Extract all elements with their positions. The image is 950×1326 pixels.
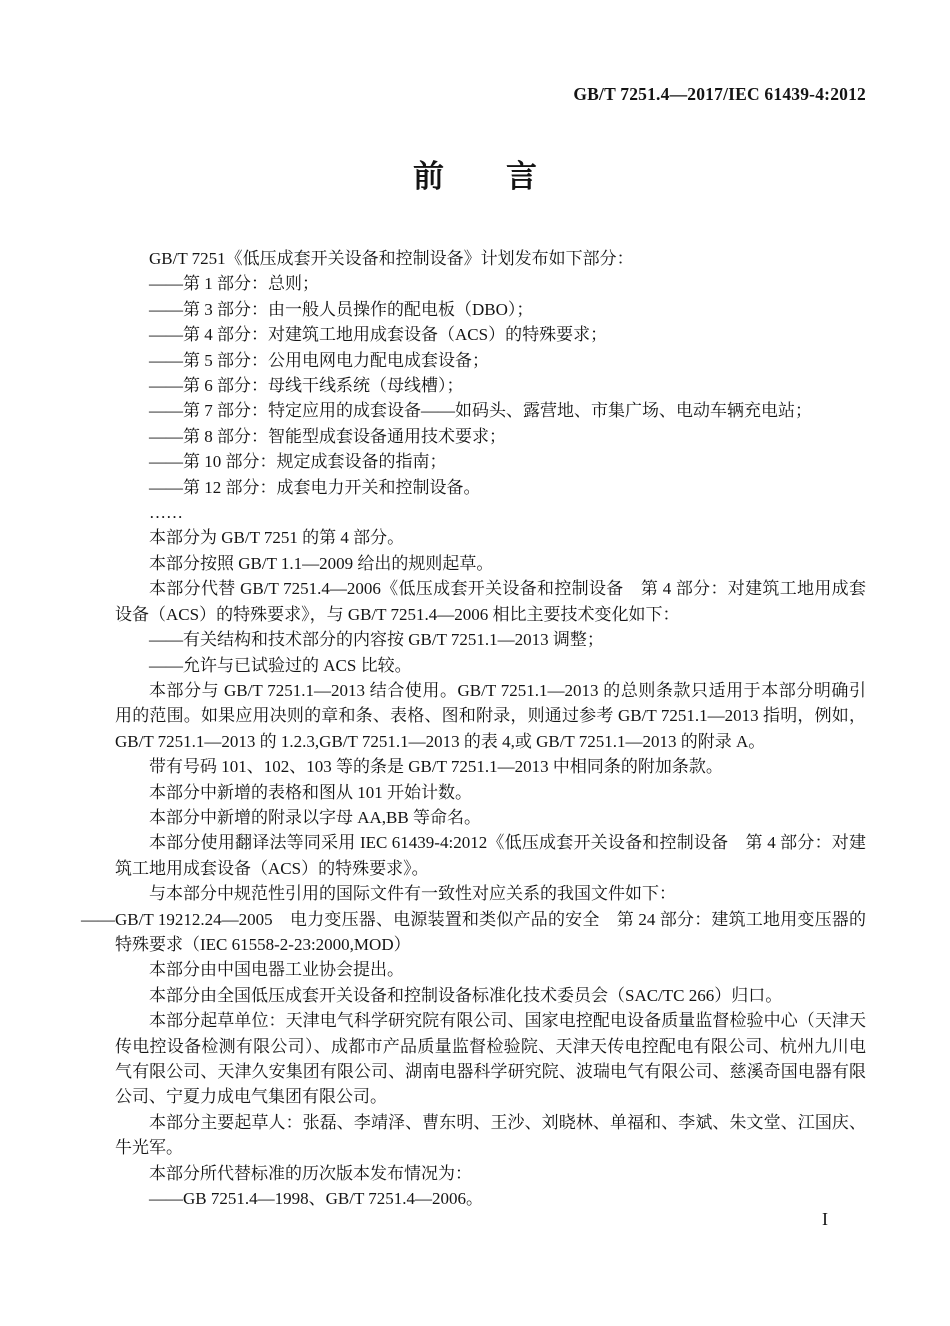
paragraph: ——第 6 部分：母线干线系统（母线槽）；	[149, 376, 464, 396]
page-number: I	[822, 1209, 828, 1229]
paragraph: 本部分中新增的附录以字母 AA,BB 等命名。	[149, 807, 481, 827]
standard-number: GB/T 7251.4—2017/IEC 61439-4:2012	[573, 84, 866, 104]
paragraph: 本部分使用翻译法等同采用 IEC 61439-4:2012《低压成套开关设备和控制设备 第 4 部分：对建筑工地用成套设备（ACS）的特殊要求》。	[115, 833, 866, 878]
paragraph: 本部分由中国电器工业协会提出。	[149, 960, 404, 980]
paragraph: 与本部分中规范性引用的国际文件有一致性对应关系的我国文件如下：	[149, 884, 676, 904]
paragraph: 本部分所代替标准的历次版本发布情况为：	[149, 1163, 472, 1183]
paragraph: ——第 10 部分：规定成套设备的指南；	[149, 452, 447, 472]
paragraph: ——GB 7251.4—1998、GB/T 7251.4—2006。	[149, 1189, 484, 1209]
paragraph: 本部分中新增的表格和图从 101 开始计数。	[149, 782, 472, 802]
paragraph: ——第 1 部分：总则；	[149, 274, 319, 294]
paragraph: 带有号码 101、102、103 等的条是 GB/T 7251.1—2013 中相同条的附加条款。	[149, 757, 723, 777]
paragraph: ……	[149, 503, 183, 523]
page-header	[0, 0, 950, 105]
paragraph: ——第 8 部分：智能型成套设备通用技术要求；	[149, 426, 506, 446]
paragraph: GB/T 7251《低压成套开关设备和控制设备》计划发布如下部分：	[149, 249, 634, 268]
paragraph: 本部分按照 GB/T 1.1—2009 给出的规则起草。	[149, 553, 494, 573]
paragraph: ——有关结构和技术部分的内容按 GB/T 7251.1—2013 调整；	[149, 630, 604, 650]
document-body	[81, 246, 866, 1211]
paragraph: 本部分主要起草人：张磊、李靖泽、曹东明、王沙、刘晓林、单福和、李斌、朱文堂、江国庆、牛光军。	[115, 1112, 866, 1158]
paragraph: 本部分起草单位：天津电气科学研究院有限公司、国家电控配电设备质量监督检验中心（天津天传电控设备检测有限公司）、成都市产品质量监督检验院、天津天传电控配电有限公司、杭州九川电气有限公司、天津久安集团有限公司、湖南电器科学研究院、波瑞电气有限公司、慈溪奇国电器有限公司、宁夏力成电气集团有限公司。	[115, 1011, 866, 1107]
paragraph: ——第 7 部分：特定应用的成套设备——如码头、露营地、市集广场、电动车辆充电站；	[149, 401, 812, 421]
paragraph: 本部分代替 GB/T 7251.4—2006《低压成套开关设备和控制设备 第 4 部分：对建筑工地用成套设备（ACS）的特殊要求》，与 GB/T 7251.4—2006 相比主要技术变化如下：	[115, 579, 866, 624]
document-title: 前 言	[413, 159, 537, 194]
paragraph: ——第 4 部分：对建筑工地用成套设备（ACS）的特殊要求；	[149, 325, 608, 345]
paragraph: ——第 3 部分：由一般人员操作的配电板（DBO）；	[149, 299, 534, 319]
paragraph-reference: ——GB/T 19212.24—2005 电力变压器、电源装置和类似产品的安全 第 24 部分：建筑工地用变压器的特殊要求（IEC 61558-2-23:2000,MOD）	[81, 909, 866, 954]
paragraph: ——允许与已试验过的 ACS 比较。	[149, 655, 412, 675]
paragraph: ——第 12 部分：成套电力开关和控制设备。	[149, 477, 481, 497]
paragraph: 本部分由全国低压成套开关设备和控制设备标准化技术委员会（SAC/TC 266）归口。	[149, 985, 783, 1005]
paragraph: ——第 5 部分：公用电网电力配电成套设备；	[149, 350, 489, 370]
paragraph: 本部分为 GB/T 7251 的第 4 部分。	[149, 528, 405, 548]
paragraph: 本部分与 GB/T 7251.1—2013 结合使用。GB/T 7251.1—2013 的总则条款只适用于本部分明确引用的范围。如果应用决则的章和条、表格、图和附录，则通过参考 GB/T 7251.1—2013 指明，例如，GB/T 7251.1—2013 的 1.2.3,GB/T 7251.1—2013 的表 4,或 GB/T 7251.1—2013 的附录 A。	[115, 680, 866, 751]
